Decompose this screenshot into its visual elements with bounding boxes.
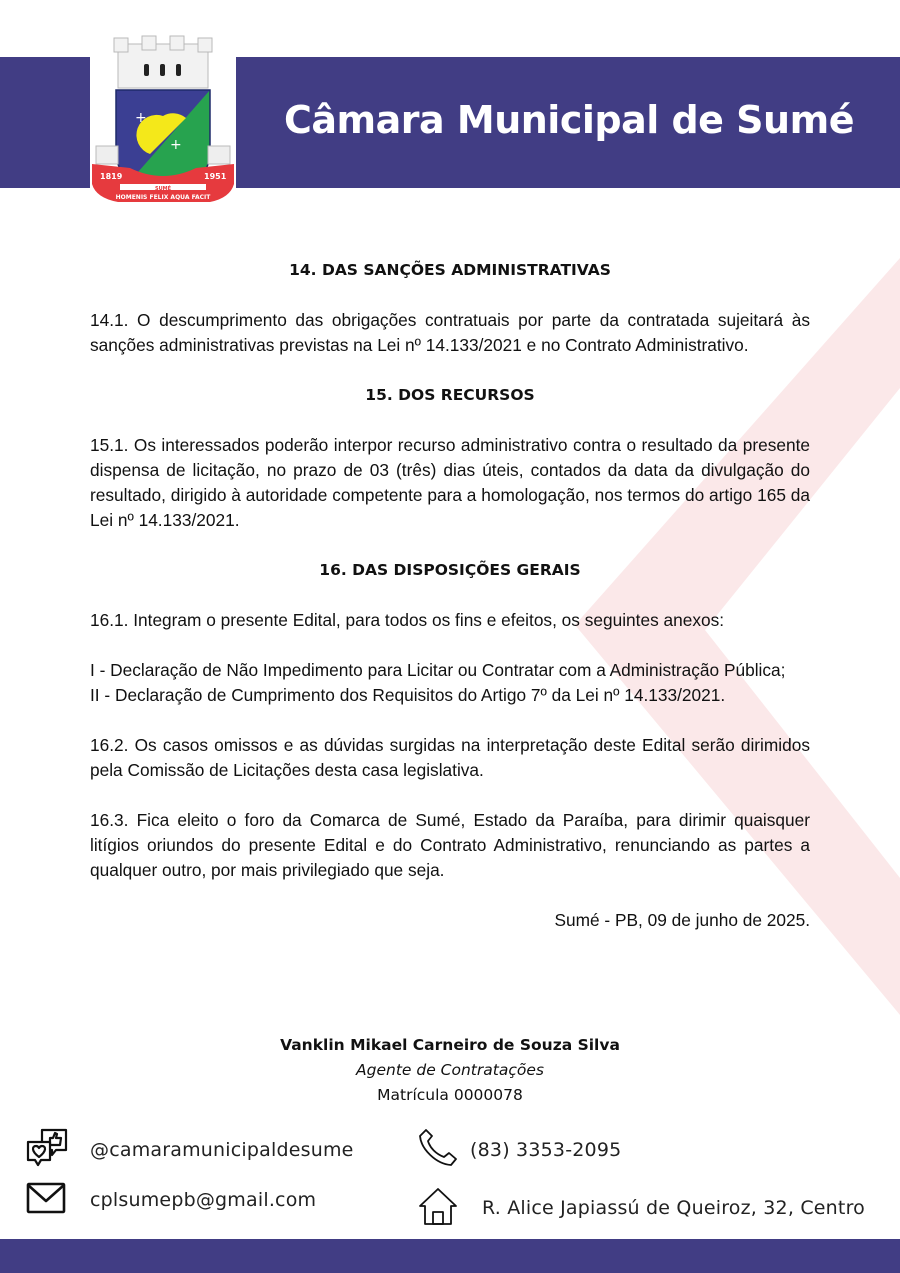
section-title-14: 14. DAS SANÇÕES ADMINISTRATIVAS: [289, 261, 611, 279]
svg-text:1951: 1951: [204, 172, 227, 181]
contact-email[interactable]: [26, 1182, 316, 1218]
paragraph-16-1: 16.1. Integram o presente Edital, para todos os fins e efeitos, os seguintes anexos:: [90, 610, 725, 630]
signature-block: [0, 1033, 900, 1108]
page-title: Câmara Municipal de Sumé: [284, 98, 854, 142]
date-line: Sumé - PB, 09 de junho de 2025.: [554, 910, 810, 930]
house-icon: [418, 1186, 482, 1230]
contact-phone[interactable]: [418, 1128, 621, 1172]
contact-social[interactable]: [26, 1128, 354, 1172]
phone-number: (83) 3353-2095: [470, 1139, 622, 1161]
paragraph-16-2: 16.2. Os casos omissos e as dúvidas surgidas na interpretação deste Edital serão dirimidos pela Comissão de Licitações desta casa legislativa.: [90, 735, 810, 780]
paragraph-16-3: 16.3. Fica eleito o foro da Comarca de Sumé, Estado da Paraíba, para dirimir quaisquer litígios oriundos do presente Edital e do Contrato Administrativo, renunciando as partes a qualquer outro, por mais privilegiado que seja.: [90, 810, 810, 880]
paragraph-15-1: 15.1. Os interessados poderão interpor recurso administrativo contra o resultado da presente dispensa de licitação, no prazo de 03 (três) dias úteis, contados da data da divulgação do resultado, dirigido à autoridade competente para a homologação, nos termos do artigo 165 da Lei nº 14.133/2021.: [90, 435, 810, 530]
svg-text:+: +: [135, 110, 147, 126]
annex-item-1: I - Declaração de Não Impedimento para Licitar ou Contratar com a Administração Pública;: [90, 660, 786, 680]
coat-of-arms-logo: [90, 34, 236, 214]
section-title-15: 15. DOS RECURSOS: [365, 386, 535, 404]
svg-text:SUMÉ: SUMÉ: [154, 186, 172, 192]
signer-role: Agente de Contratações: [356, 1061, 544, 1079]
email-address: cplsumepb@gmail.com: [90, 1189, 317, 1211]
social-handle: @camaramunicipaldesume: [90, 1139, 354, 1161]
svg-text:1819: 1819: [100, 172, 123, 181]
phone-icon: [418, 1128, 470, 1172]
document-body: [90, 258, 810, 933]
signer-registration: Matrícula 0000078: [377, 1086, 523, 1104]
annex-item-2: II - Declaração de Cumprimento dos Requisitos do Artigo 7º da Lei nº 14.133/2021.: [90, 685, 726, 705]
street-address: R. Alice Japiassú de Queiroz, 32, Centro: [482, 1197, 865, 1219]
paragraph-14-1: 14.1. O descumprimento das obrigações contratuais por parte da contratada sujeitará às sanções administrativas previstas na Lei nº 14.133/2021 e no Contrato Administrativo.: [90, 310, 810, 355]
envelope-icon: [26, 1182, 90, 1218]
social-media-icon: [26, 1128, 90, 1172]
section-title-16: 16. DAS DISPOSIÇÕES GERAIS: [319, 561, 581, 579]
contact-address[interactable]: [418, 1186, 865, 1230]
svg-text:HOMENIS FELIX AQUA FACIT: HOMENIS FELIX AQUA FACIT: [115, 194, 211, 201]
footer-bar: [0, 1239, 900, 1273]
signer-name: Vanklin Mikael Carneiro de Souza Silva: [280, 1036, 620, 1054]
svg-text:+: +: [170, 137, 182, 153]
